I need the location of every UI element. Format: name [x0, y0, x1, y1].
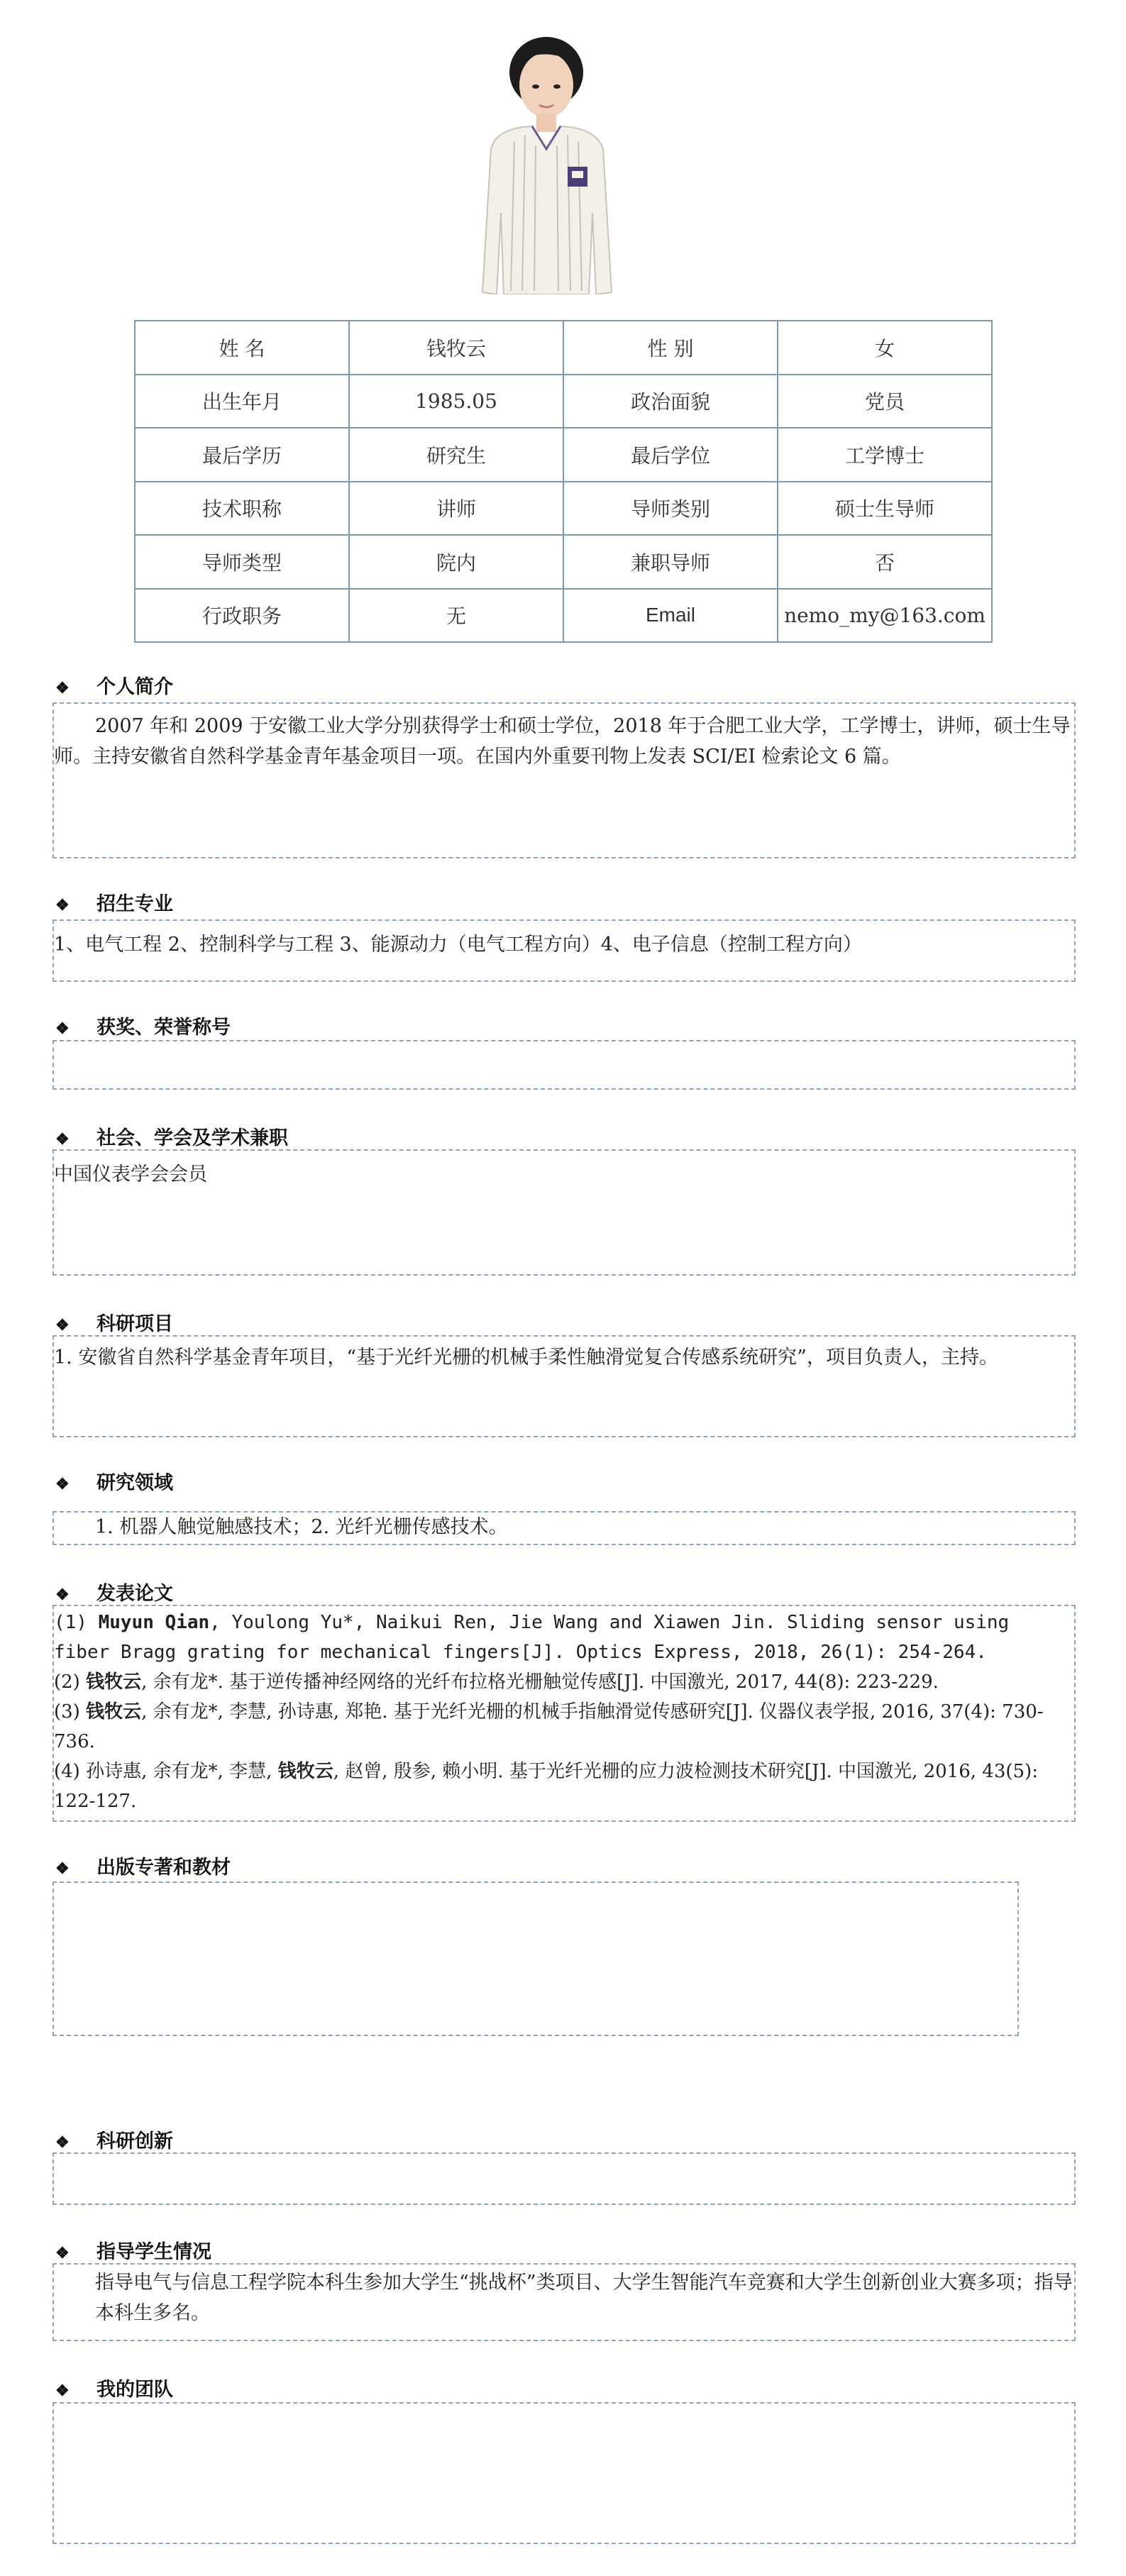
table-row [135, 482, 992, 536]
section-title-text: 出版专著和教材 [96, 1857, 231, 1879]
label-title: 技术职称 [135, 482, 349, 536]
label-political: 政治面貌 [563, 375, 778, 429]
section-title-majors [55, 888, 173, 916]
paper-item [54, 1697, 1074, 1757]
table-row [135, 428, 992, 482]
paper-author-highlight: 钱牧云 [277, 1761, 333, 1782]
section-box-books [53, 1881, 1019, 2036]
section-title-text: 获奖、荣誉称号 [96, 1017, 231, 1039]
value-admin-post: 无 [349, 589, 563, 643]
label-education: 最后学历 [135, 428, 349, 482]
section-title-text: 社会、学会及学术兼职 [96, 1127, 288, 1149]
diamond-bullet-icon: ❖ [55, 1859, 70, 1878]
diamond-bullet-icon: ❖ [55, 896, 70, 914]
section-title-books [55, 1852, 231, 1879]
diamond-bullet-icon: ❖ [55, 679, 70, 697]
paper-prefix: (2) [54, 1671, 87, 1693]
society-text: 中国仪表学会会员 [54, 1163, 207, 1185]
paper-prefix: (1) [54, 1612, 99, 1633]
section-title-papers [55, 1578, 173, 1605]
section-box-society [53, 1149, 1076, 1276]
value-degree: 工学博士 [778, 428, 992, 482]
paper-item [54, 1757, 1074, 1816]
paper-prefix: (3) [54, 1701, 87, 1723]
section-title-awards [55, 1012, 231, 1039]
section-box-team [53, 2402, 1076, 2544]
label-admin-post: 行政职务 [135, 589, 349, 643]
paper-citation: , 赵曾, 殷参, 赖小明. 基于光纤光栅的应力波检测技术研究[J]. 中国激光, 2016, 43(5): 122-127. [54, 1761, 1038, 1812]
table-row [135, 375, 992, 429]
section-box-papers [53, 1605, 1076, 1822]
section-title-intro [55, 671, 173, 699]
label-degree: 最后学位 [563, 428, 778, 482]
diamond-bullet-icon: ❖ [55, 1475, 70, 1493]
section-title-projects [55, 1308, 173, 1336]
value-gender: 女 [778, 321, 992, 375]
section-box-students [53, 2263, 1076, 2341]
diamond-bullet-icon: ❖ [55, 1019, 70, 1038]
section-title-text: 科研项目 [96, 1313, 173, 1335]
research-text: 1. 机器人触觉触感技术；2. 光纤光栅传感技术。 [95, 1516, 508, 1538]
section-box-projects [53, 1335, 1076, 1437]
paper-item [54, 1667, 1074, 1697]
diamond-bullet-icon: ❖ [55, 1586, 70, 1604]
paper-item [54, 1608, 1074, 1667]
majors-text: 1、电气工程 2、控制科学与工程 3、能源动力（电气工程方向）4、电子信息（控制工程方向） [54, 934, 862, 956]
profile-table [134, 320, 993, 643]
paper-citation: , 余有龙*. 基于逆传播神经网络的光纤布拉格光栅触觉传感[J]. 中国激光, 2017, 44(8): 223-229. [141, 1671, 939, 1693]
section-title-research [55, 1467, 173, 1495]
section-title-text: 研究领域 [96, 1472, 173, 1494]
value-supervisor-type: 院内 [349, 535, 563, 589]
label-name: 姓 名 [135, 321, 349, 375]
section-title-students [55, 2236, 211, 2264]
paper-citation: , 余有龙*, 李慧, 孙诗惠, 郑艳. 基于光纤光栅的机械手指触滑觉传感研究[J]. 仪器仪表学报, 2016, 37(4): 730-736. [54, 1701, 1044, 1752]
diamond-bullet-icon: ❖ [55, 1316, 70, 1334]
profile-photo [454, 28, 639, 294]
paper-author-highlight: 钱牧云 [86, 1701, 142, 1723]
diamond-bullet-icon: ❖ [55, 2382, 70, 2400]
label-email: Email [563, 589, 778, 643]
paper-author-highlight: Muyun Qian [98, 1612, 210, 1633]
table-row [135, 321, 992, 375]
section-box-research [53, 1511, 1076, 1545]
value-education: 研究生 [349, 428, 563, 482]
label-supervisor-type: 导师类型 [135, 535, 349, 589]
label-supervisor-category: 导师类别 [563, 482, 778, 536]
section-title-text: 我的团队 [96, 2379, 173, 2401]
diamond-bullet-icon: ❖ [55, 2133, 70, 2152]
intro-text: 2007 年和 2009 于安徽工业大学分别获得学士和硕士学位，2018 年于合肥工业大学，工学博士，讲师，硕士生导师。主持安徽省自然科学基金青年基金项目一项。在国内外重要刊物上发表 SCI/EI 检索论文 6 篇。 [54, 715, 1071, 768]
diamond-bullet-icon: ❖ [55, 2244, 70, 2262]
paper-author-highlight: 钱牧云 [86, 1671, 142, 1693]
value-email[interactable]: nemo_my@163.com [778, 589, 992, 643]
value-supervisor-category: 硕士生导师 [778, 482, 992, 536]
label-parttime: 兼职导师 [563, 535, 778, 589]
paper-citation: , Youlong Yu*, Naikui Ren, Jie Wang and Xiawen Jin. Sliding sensor using fiber Bragg grating for mechanical fingers[J]. Optics Express, 2018, 26(1): 254-264. [54, 1612, 1010, 1663]
label-birth: 出生年月 [135, 375, 349, 429]
projects-text: 1. 安徽省自然科学基金青年项目，“基于光纤光栅的机械手柔性触滑觉复合传感系统研究”，项目负责人，主持。 [54, 1347, 998, 1369]
table-row [135, 535, 992, 589]
section-title-team [55, 2374, 173, 2401]
section-title-society [55, 1122, 288, 1150]
section-title-text: 指导学生情况 [96, 2241, 211, 2263]
table-row [135, 589, 992, 643]
section-title-text: 个人简介 [96, 676, 173, 698]
value-parttime: 否 [778, 535, 992, 589]
section-title-text: 招生专业 [96, 893, 173, 915]
value-political: 党员 [778, 375, 992, 429]
value-title: 讲师 [349, 482, 563, 536]
students-text: 指导电气与信息工程学院本科生参加大学生“挑战杯”类项目、大学生智能汽车竞赛和大学生创新创业大赛多项；指导本科生多名。 [95, 2272, 1073, 2324]
section-title-text: 发表论文 [96, 1583, 173, 1605]
section-box-majors [53, 919, 1076, 982]
value-name: 钱牧云 [349, 321, 563, 375]
section-title-text: 科研创新 [96, 2130, 173, 2152]
section-box-innovation [53, 2152, 1076, 2205]
section-box-awards [53, 1040, 1076, 1090]
paper-prefix: (4) 孙诗惠, 余有龙*, 李慧, [54, 1761, 278, 1782]
value-birth: 1985.05 [349, 375, 563, 429]
section-title-innovation [55, 2126, 173, 2153]
label-gender: 性 别 [563, 321, 778, 375]
diamond-bullet-icon: ❖ [55, 1130, 70, 1149]
section-box-intro [53, 702, 1076, 858]
